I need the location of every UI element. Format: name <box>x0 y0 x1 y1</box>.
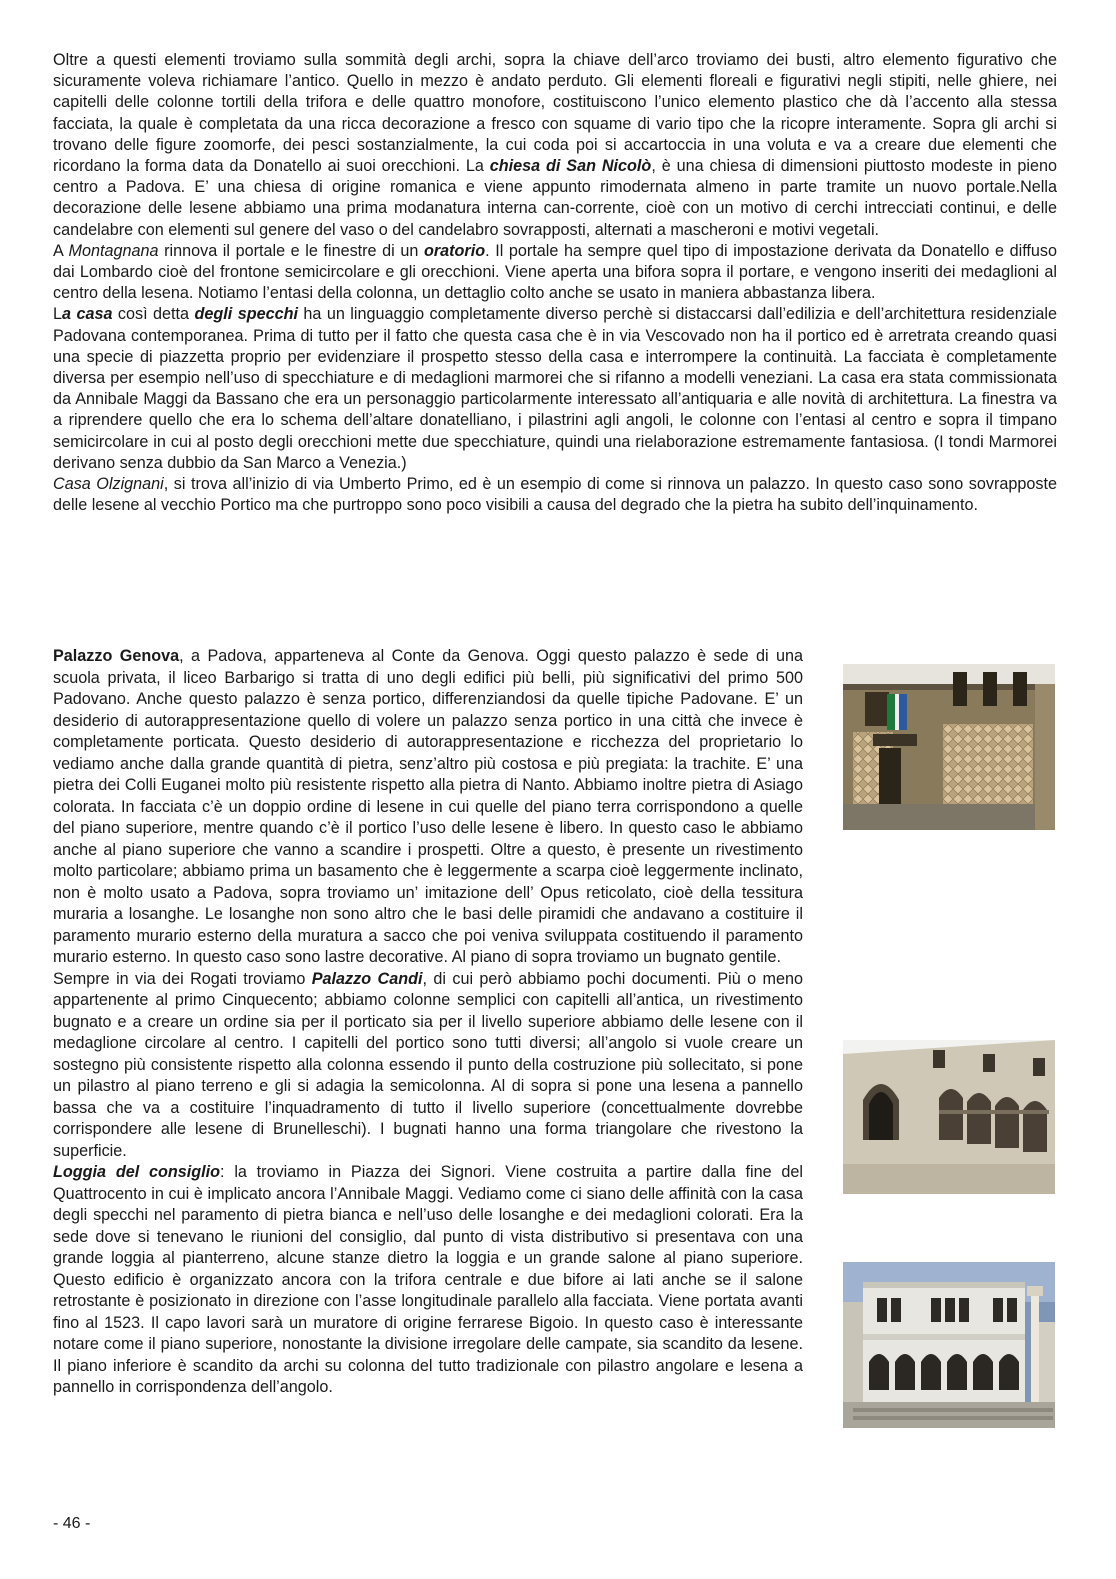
emphasized-text: Montagnana <box>68 241 159 260</box>
bottom-text-block <box>53 646 803 1399</box>
emphasized-text: Loggia del consiglio <box>53 1163 221 1181</box>
emphasized-text: a casa <box>62 305 113 324</box>
text-run: rinnova il portale e le finestre di un <box>158 241 424 260</box>
paragraph <box>53 1162 803 1399</box>
text-run: A <box>53 241 69 260</box>
text-run: , è una chiesa di dimensioni piuttosto modeste in pieno centro a Padova. E’ una chiesa di origine romanica e viene appunto rimodernata almeno in parte tramite un nuovo portale.Nella decorazione delle lesene abbiamo una prima modanatura interna can-corrente, cioè con un motivo di cerchi intrecciati continui, e delle candelabre con elementi sul genere del vaso o del candelabro sovrapposti, alternati a mascheroni e motivi vegetali. <box>53 157 1057 239</box>
text-run: così detta <box>112 305 195 324</box>
palazzo-genova-photo <box>843 664 1055 830</box>
page-number: - 46 - <box>53 1515 91 1532</box>
loggia-consiglio-photo <box>843 1262 1055 1428</box>
emphasized-text: Palazzo Genova <box>53 647 180 665</box>
text-run: . Il portale ha sempre quel tipo di impostazione derivata da Donatello e diffuso dai Lombardo cioè del frontone semicircolare e gli orecchioni. Viene aperta una bifora sopra il portare, e vengono inseriti dei medaglioni al centro della lesena. Notiamo l’entasi della colonna, un dettaglio colto anche se usato in maniera abbastanza libera. <box>53 241 1057 303</box>
paragraph <box>53 474 1057 516</box>
text-run: Oltre a questi elementi troviamo sulla sommità degli archi, sopra la chiave dell’arco troviamo dei busti, altro elemento figurativo che sicuramente voleva richiamare l’antico. Quello in mezzo è andato perduto. Gli elementi floreali e figurativi negli stipiti, nelle ghiere, nei capitelli delle colonne tortili della trifora e delle quattro monofore, costituiscono l’unico elemento plastico che dà l’accento alla stessa facciata, la quale è completata da una ricca decorazione a fresco con squame di vario tipo che la ricopre interamente. Sopra gli archi si trovano delle figure zoomorfe, dei pesci sostanzialmente, la cui coda poi si accartoccia in una voluta e va a creare due elementi che ricordano la forma data da Donatello ai suoi orecchioni. La <box>53 51 1057 176</box>
text-run: , di cui però abbiamo pochi documenti. Più o meno appartenente al primo Cinquecento; abbiamo colonne semplici con capitelli all’antica, un rivestimento bugnato e a creare un ordine sia per il porticato sia per il livello superiore abbiamo delle lesene con il medaglione circolare al centro. I capitelli del portico sono tutti diversi; all’angolo si vuole creare un sostegno più consistente rispetto alla colonna essendo il punto della costruzione più sollecitato, si pone un pilastro al piano terreno e gli si adagia la semicolonna. Al di sopra si pone una lesena a pannello bassa che va a costituire l’inquadramento di tutto il livello superiore (concettualmente dovrebbe corrispondere alle lesene di Brunelleschi). I bugnati hanno una forma triangolare che rivestono la superficie. <box>53 969 804 1160</box>
paragraph <box>53 241 1057 305</box>
palazzo-candi-photo <box>843 1040 1055 1194</box>
paragraph <box>53 646 803 969</box>
top-text-block <box>53 50 1057 516</box>
text-run: : la troviamo in Piazza dei Signori. Viene costruita a partire dalla fine del Quattrocento in cui è implicato ancora l’Annibale Maggi. Vediamo come ci siano delle affinità con la casa degli specchi nel paramento di pietra bianca e nell’uso delle losanghe e dei medaglioni colorati. Era la sede dove si tenevano le riunioni del consiglio, dal punto di vista distributivo si presentava con una grande loggia al pianterreno, alcune stanze dietro la loggia e un grande salone al piano superiore. Questo edificio è organizzato ancora con la trifora centrale e due bifore ai lati anche se il salone retrostante è posizionato in direzione con l’asse longitudinale parallelo alla facciata. Viene portata avanti fino al 1523. Il capo lavori sarà un muratore di origine ferrarese Bigoio. In questo caso è interessante notare come il piano superiore, nonostante la divisione irregolare delle campate, sia scandito da lesene. Il piano inferiore è scandito da archi su colonna del tutto tradizionale con pilastro angolare e lesena a pannello in corrispondenza dell’angolo. <box>53 1163 803 1396</box>
paragraph <box>53 304 1057 474</box>
emphasized-text: Palazzo Candi <box>311 969 423 988</box>
text-run: ha un linguaggio completamente diverso perchè si distaccarsi dall’edilizia e dell’architettura residenziale Padovana contemporanea. Prima di tutto per il fatto che questa casa che è in via Vescovado non ha il portico ed è arretrata creando quasi una specie di piazzetta proprio per evidenziare il prospetto stesso della casa e interrompere la continuità. La facciata è completamente diversa per esempio nell’uso di specchiature e di medaglioni marmorei che si rifanno a modelli veneziani. La casa era stata commissionata da Annibale Maggi da Bassano che era un personaggio particolarmente interessato all’antiquaria e alle novità di architettura. La finestra va a riprendere quello che era lo schema dell’altare donatelliano, i pilastrini agli angoli, le colonne con l’entasi al centro e sopra il timpano semicircolare in cui al posto degli orecchioni mette due specchiature, quindi una rielaborazione estremamente fantasiosa. (I tondi Marmorei derivano senza dubbio da San Marco a Venezia.) <box>53 305 1057 472</box>
emphasized-text: Casa Olzignani <box>53 475 164 494</box>
emphasized-text: oratorio <box>423 241 486 260</box>
emphasized-text: chiesa di San Nicolò <box>489 157 652 176</box>
text-run: , a Padova, apparteneva al Conte da Genova. Oggi questo palazzo è sede di una scuola privata, il liceo Barbarigo si tratta di uno degli edifici più belli, più significativi del primo 500 Padovano. Anche questo palazzo è senza portico, differenziandosi da quelle tipiche Padovane. E’ un desiderio di autorappresentazione quello di volere un palazzo senza portico in una città che invece è completamente porticata. Questo desiderio di autorappresentazione e ricchezza del proprietario lo vediamo anche dalla grande quantità di pietra, senz’altro più costosa e più pregiata: la trachite. E’ una pietra dei Colli Euganei molto più resistente rispetto alla pietra di Nanto. Abbiamo inoltre pietra di Asiago colorata. In facciata c’è un doppio ordine di lesene in cui quelle del piano terra corrispondono a quelle del piano superiore, mentre quando c’è il portico l’uso delle lesene è libero. In questo caso le abbiamo anche al piano superiore che vanno a scandire i prospetti. Oltre a questo, è presente un rivestimento molto particolare; abbiamo prima un basamento che è leggermente a scarpa cioè leggermente inclinato, non è molto usato a Padova, sopra troviamo un’ imitazione dell’ Opus reticolato, cioè della tessitura muraria a losanghe. Le losanghe non sono altro che le basi delle piramidi che andavano a costituire il paramento murario esterno della muratura a sacco che poi veniva sviluppata costituendo il paramento murario esterno. In questo caso sono lastre decorative. Al piano di sopra troviamo un bugnato gentile. <box>53 647 803 966</box>
paragraph <box>53 50 1057 241</box>
text-run: L <box>53 305 63 324</box>
text-run: Sempre in via dei Rogati troviamo <box>53 969 312 988</box>
emphasized-text: degli specchi <box>194 305 298 324</box>
paragraph <box>53 969 803 1163</box>
text-run: , si trova all’inizio di via Umberto Primo, ed è un esempio di come si rinnova un palazzo. In questo caso sono sovrapposte delle lesene al vecchio Portico ma che purtroppo sono poco visibili a causa del degrado che la pietra ha subito dell’inquinamento. <box>53 475 1057 515</box>
